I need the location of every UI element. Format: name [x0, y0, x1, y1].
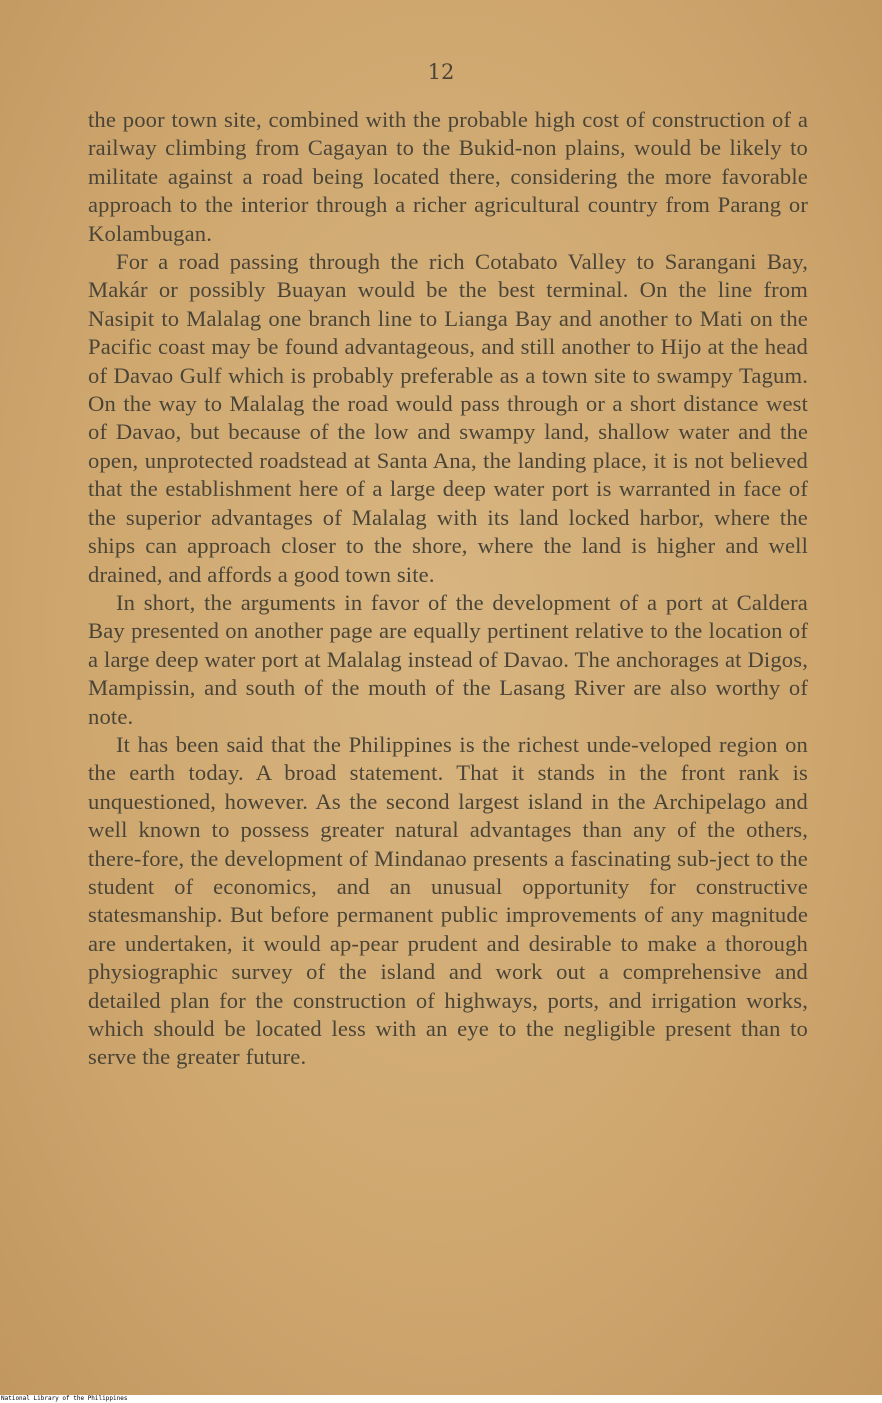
- paragraph-4: It has been said that the Philippines is the richest unde-veloped region on the earth today. A broad statement. That it stands in the front rank is unquestioned, however. As the second largest island in the Archipelago and well known to possess greater natural advantages than any of the others, there-fore, the development of Mindanao presents a fascinating sub-ject to the student of economics, and an unusual opportunity for constructive statesmanship. But before permanent public improvements of any magnitude are undertaken, it would ap-pear prudent and desirable to make a thorough physiographic survey of the island and work out a comprehensive and detailed plan for the construction of highways, ports, and irrigation works, which should be located less with an eye to the negligible present than to serve the greater future.: [88, 731, 808, 1070]
- paragraph-1: the poor town site, combined with the probable high cost of construction of a railway climbing from Cagayan to the Bukid-non plains, would be likely to militate against a road being located there, considering the more favorable approach to the interior through a richer agricultural country from Parang or Kolambugan.: [88, 107, 808, 246]
- paragraph-2: For a road passing through the rich Cotabato Valley to Sarangani Bay, Makár or possibly Buayan would be the best terminal. On the line from Nasipit to Malalag one branch line to Lianga Bay and another to Mati on the Pacific coast may be found advantageous, and still another to Hijo at the head of Davao Gulf which is probably preferable as a town site to swampy Tagum. On the way to Malalag the road would pass through or a short distance west of Davao, but because of the low and swampy land, shallow water and the open, unprotected roadstead at Santa Ana, the landing place, it is not believed that the establishment here of a large deep water port is warranted in face of the superior advantages of Malalag with its land locked harbor, where the ships can approach closer to the shore, where the land is higher and well drained, and affords a good town site.: [88, 249, 808, 587]
- body-text: [88, 106, 808, 1072]
- paragraph-3: In short, the arguments in favor of the development of a port at Caldera Bay presented on another page are equally pertinent relative to the location of a large deep water port at Malalag instead of Davao. The anchorages at Digos, Mampissin, and south of the mouth of the Lasang River are also worthy of note.: [88, 589, 808, 729]
- footer-credit: National Library of the Philippines: [1, 1395, 128, 1402]
- page-number: 12: [427, 60, 455, 84]
- footer-strip: [0, 1395, 882, 1403]
